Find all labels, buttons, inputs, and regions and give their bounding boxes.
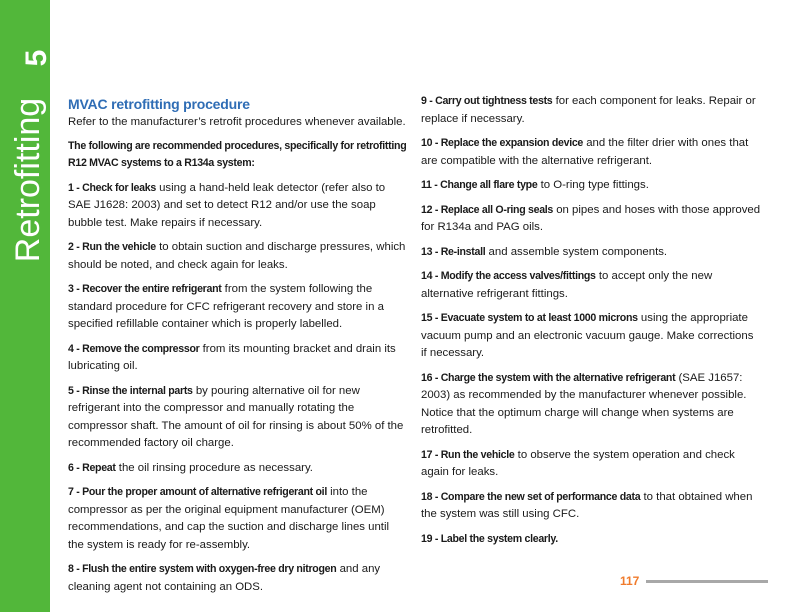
procedure-step <box>421 489 761 524</box>
procedure-step <box>421 244 761 262</box>
step-heading: 2 - Run the vehicle <box>68 241 156 253</box>
step-heading: 5 - Rinse the internal parts <box>68 384 193 397</box>
procedure-step <box>68 180 408 233</box>
steps-left <box>68 180 408 597</box>
page-number: 117 <box>620 574 640 588</box>
step-text: to obtain suction and discharge pressures, which should be noted, and check again for leaks. <box>68 241 406 271</box>
step-heading: 9 - Carry out tightness tests <box>421 95 553 107</box>
procedure-step <box>421 370 761 440</box>
step-heading: 1 - Check for leaks <box>68 181 156 194</box>
step-text: to accept only the new alternative refrigerant fittings. <box>421 270 713 300</box>
step-text: and assemble system components. <box>485 245 668 258</box>
chapter-title: Retrofitting <box>9 97 47 263</box>
left-column <box>68 95 408 603</box>
step-heading: 4 - Remove the compressor <box>68 342 200 355</box>
step-text: to O-ring type fittings. <box>537 179 649 191</box>
step-heading: 13 - Re-install <box>421 245 486 258</box>
step-heading: 11 - Change all flare type <box>421 179 538 191</box>
step-heading: 12 - Replace all O-ring seals <box>421 203 554 216</box>
procedure-step <box>68 484 408 554</box>
step-text: for each component for leaks. Repair or replace if necessary. <box>421 95 756 125</box>
step-heading: 14 - Modify the access valves/fittings <box>421 270 596 282</box>
step-text: on pipes and hoses with those approved for R134a and PAG oils. <box>421 203 761 233</box>
step-text: and the filter drier with ones that are compatible with the alternative refrigerant. <box>421 137 749 167</box>
step-text: to that obtained when the system was still using CFC. <box>421 490 753 520</box>
procedure-step <box>68 281 408 334</box>
step-text: using a hand-held leak detector (refer also to SAE J1628: 2003) and set to detect R12 and/or use the soap bubble test. Make repairs if necessary. <box>68 181 386 229</box>
step-text: to observe the system operation and check again for leaks. <box>421 448 735 478</box>
step-text: the oil rinsing procedure as necessary. <box>115 461 313 474</box>
procedure-step <box>68 383 408 453</box>
chapter-number: 5 <box>20 49 53 67</box>
procedure-step <box>68 239 408 274</box>
step-text: and any cleaning agent not containing an ODS. <box>68 563 381 593</box>
step-heading: 10 - Replace the expansion device <box>421 137 584 149</box>
step-heading: 18 - Compare the new set of performance data <box>421 490 641 503</box>
lead-text: The following are recommended procedures, specifically for retrofitting R12 MVAC systems to a R134a system: <box>68 139 407 169</box>
procedure-step <box>421 202 761 237</box>
section-title: MVAC retrofitting procedure <box>68 96 250 112</box>
page-footer <box>620 574 768 588</box>
right-column <box>421 93 761 555</box>
procedure-step <box>421 268 761 303</box>
procedure-step <box>68 341 408 376</box>
step-text: by pouring alternative oil for new refrigerant into the compressor and manually rotating the compressor shaft. The amount of oil for rinsing is about 50% of the recommended factory oil charge. <box>68 384 404 449</box>
step-heading: 8 - Flush the entire system with oxygen-free dry nitrogen <box>68 563 337 575</box>
step-heading: 3 - Recover the entire refrigerant <box>68 283 222 295</box>
step-text: using the appropriate vacuum pump and an electronic vacuum gauge. Make corrections if necessary. <box>421 312 754 359</box>
step-text: from the system following the standard procedure for CFC refrigerant recovery and store in a specified refillable container which is properly labelled. <box>68 283 384 330</box>
step-heading: 6 - Repeat <box>68 461 116 474</box>
procedure-step <box>421 177 761 195</box>
step-heading: 16 - Charge the system with the alternative refrigerant <box>421 371 676 384</box>
procedure-step <box>421 93 761 128</box>
procedure-step <box>421 531 761 549</box>
step-text: into the compressor as per the original equipment manufacturer (OEM) recommendations, and cap the suction and discharge lines until the system is ready for re-assembly. <box>68 486 390 551</box>
procedure-step <box>421 135 761 170</box>
procedure-step <box>68 460 408 478</box>
step-heading: 19 - Label the system clearly. <box>421 532 558 545</box>
chapter-sidebar <box>0 0 53 612</box>
step-text: from its mounting bracket and drain its lubricating oil. <box>68 342 396 372</box>
steps-right <box>421 93 761 548</box>
procedure-step <box>68 561 408 596</box>
procedure-step <box>421 447 761 482</box>
footer-rule <box>646 580 768 583</box>
step-heading: 15 - Evacuate system to at least 1000 microns <box>421 312 638 324</box>
step-heading: 17 - Run the vehicle <box>421 448 515 461</box>
step-text: (SAE J1657: 2003) as recommended by the manufacturer whenever possible. Notice that the optimum charge will change when systems are retrofitted. <box>421 371 747 436</box>
intro-text: Refer to the manufacturer’s retrofit procedures whenever available. <box>68 116 406 128</box>
procedure-step <box>421 310 761 363</box>
step-heading: 7 - Pour the proper amount of alternative refrigerant oil <box>68 486 327 498</box>
